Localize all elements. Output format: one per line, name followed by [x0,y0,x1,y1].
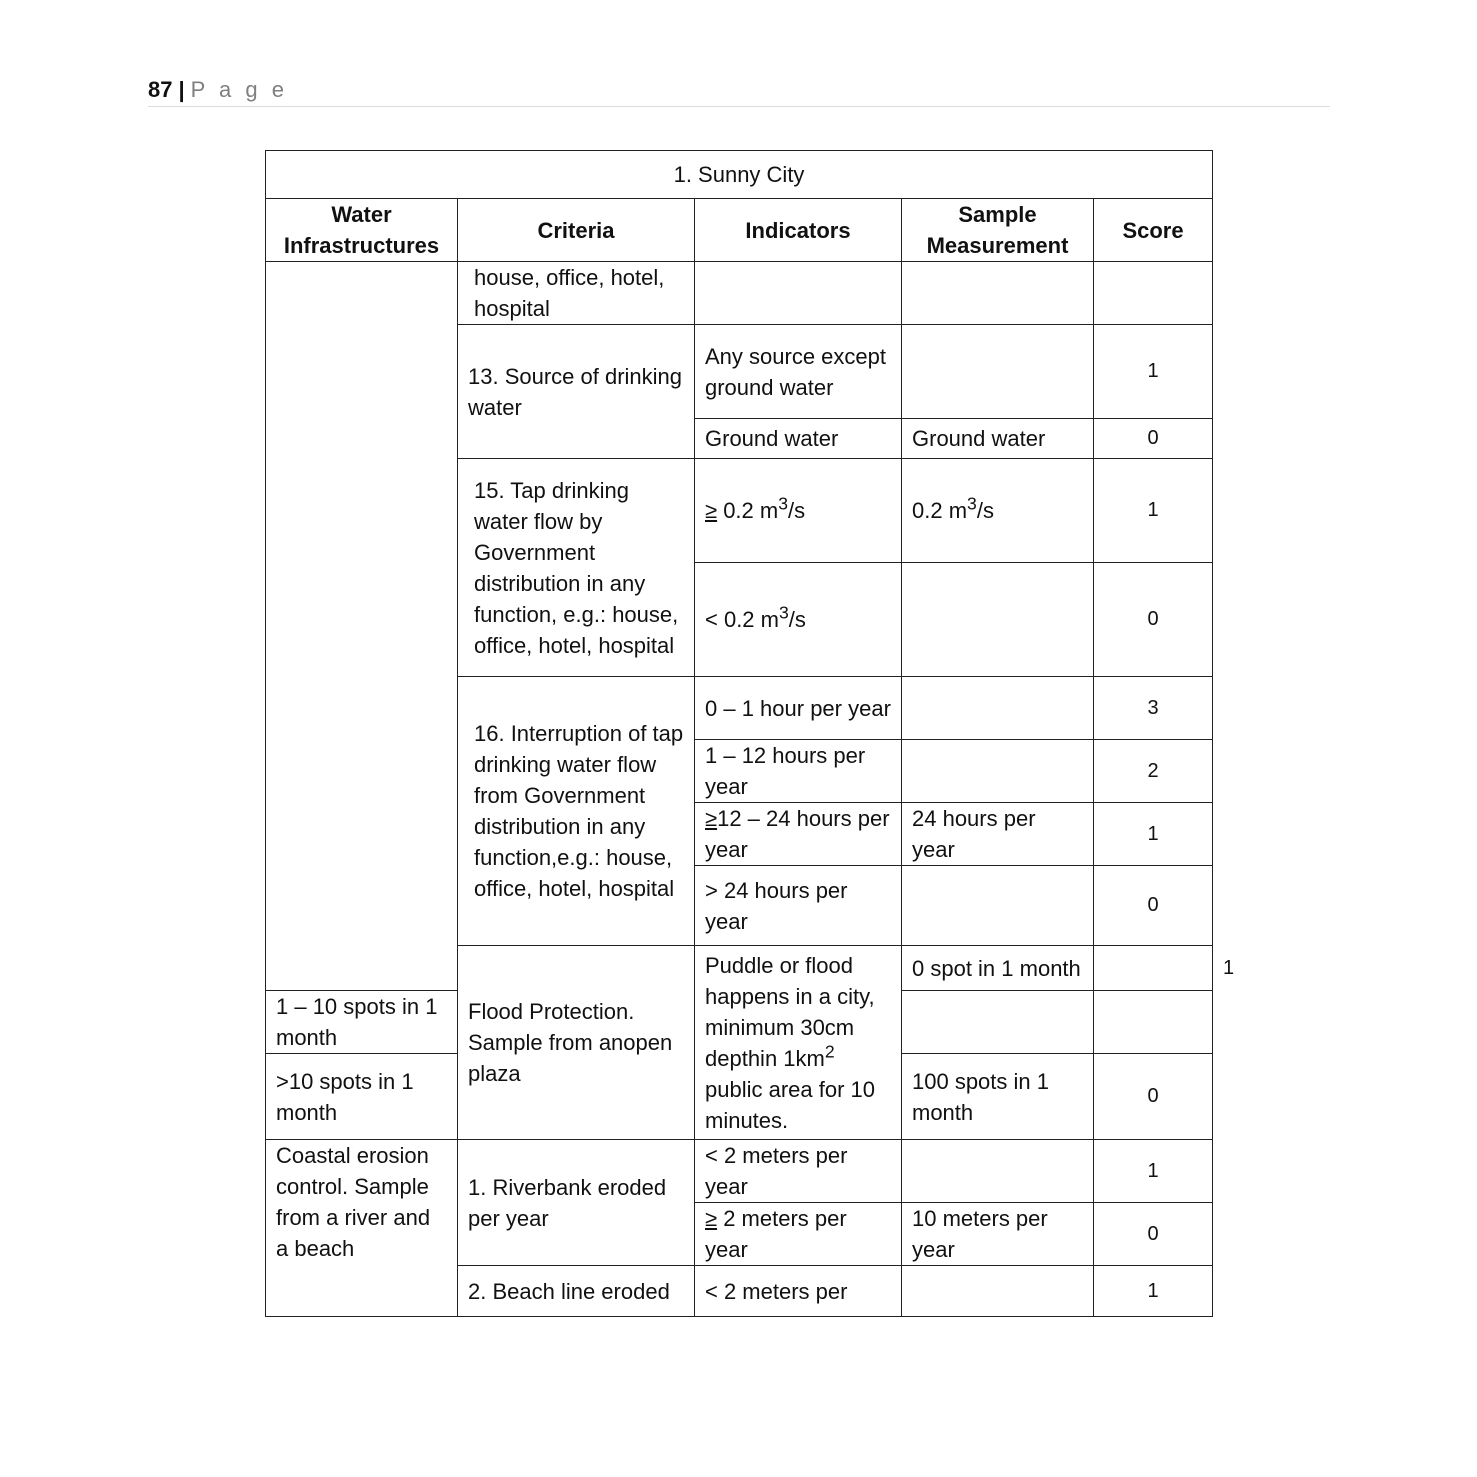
indicator-cell: >10 spots in 1 month [266,1054,458,1140]
page-number: 87 [148,77,173,102]
indicator-cell: 0 spot in 1 month [902,946,1094,991]
indicator-cell: 1 – 12 hours per year [695,740,902,803]
criteria-cell: house, office, hotel, hospital [458,262,695,325]
criteria-cell: 15. Tap drinking water flow by Government distribution in any function, e.g.: house, office, hotel, hospital [458,459,695,677]
criteria-cell: 16. Interruption of tap drinking water flow from Government distribution in any function,e.g.: house, office, hotel, hospital [458,677,695,946]
measurement-cell: 24 hours per year [902,803,1094,866]
indicator-cell: > 24 hours per year [695,866,902,946]
score-cell: 2 [1094,740,1213,803]
score-cell: 0 [1094,1054,1213,1140]
col-water-infrastructures: Water Infrastructures [266,199,458,262]
score-cell: 1 [1094,803,1213,866]
criteria-table [265,150,1235,1317]
score-cell: 0 [1094,1203,1213,1266]
table-row [266,1140,1213,1203]
indicator-cell: ≥ 0.2 $m^3/s$ [695,459,902,563]
indicator-cell: Any source except ground water [695,325,902,419]
indicator-cell: Ground water [695,419,902,459]
measurement-cell: Ground water [902,419,1094,459]
score-cell: 1 [1094,1266,1213,1317]
criteria-cell: 2. Beach line eroded [458,1266,695,1317]
col-score: Score [1094,199,1213,262]
col-criteria: Criteria [458,199,695,262]
indicator-cell: < 0.2 $m^3/s$ [695,563,902,677]
indicator-cell: ≥ 2 meters per year [695,1203,902,1266]
measurement-cell: 100 spots in 1 month [902,1054,1094,1140]
score-cell: 0 [1094,563,1213,677]
indicator-cell: < 2 meters per year [695,1140,902,1203]
table-title: 1. Sunny City [266,151,1213,199]
infra-cell-continued [266,262,458,991]
indicator-cell: 0 – 1 hour per year [695,677,902,740]
page-header [148,74,1330,107]
score-cell: 3 [1094,677,1213,740]
score-cell: 1 [1094,459,1213,563]
table-row: Flood Protection. Sample from anopen plaza Puddle or flood happens in a city, minimum 30cm depthin $1km^2$ public area for 10 minutes. 0 spot in 1 month 1 [266,946,1213,991]
table-row [266,262,1213,325]
score-cell: 0 [1094,866,1213,946]
criteria-cell: Puddle or flood happens in a city, minimum 30cm depthin $1km^2$ public area for 10 minutes. [695,946,902,1140]
indicator-cell: ≥12 – 24 hours per year [695,803,902,866]
criteria-cell: 13. Source of drinking water [458,325,695,459]
criteria-cell: 1. Riverbank eroded per year [458,1140,695,1266]
score-cell: 1 [1094,325,1213,419]
indicator-cell: < 2 meters per [695,1266,902,1317]
col-indicators: Indicators [695,199,902,262]
score-cell: 1 [1094,1140,1213,1203]
page-separator: | [178,77,185,102]
indicator-cell: 1 – 10 spots in 1 month [266,991,458,1054]
score-cell: 0 [1094,419,1213,459]
col-sample-measurement: Sample Measurement [902,199,1094,262]
measurement-cell: 0.2 $m^3/s$ [902,459,1094,563]
infra-cell: Coastal erosion control. Sample from a river and a beach [266,1140,458,1317]
header-row [266,199,1213,262]
page-word: P a g e [190,77,288,102]
infra-cell: Flood Protection. Sample from anopen plaza [458,946,695,1140]
measurement-cell: 10 meters per year [902,1203,1094,1266]
